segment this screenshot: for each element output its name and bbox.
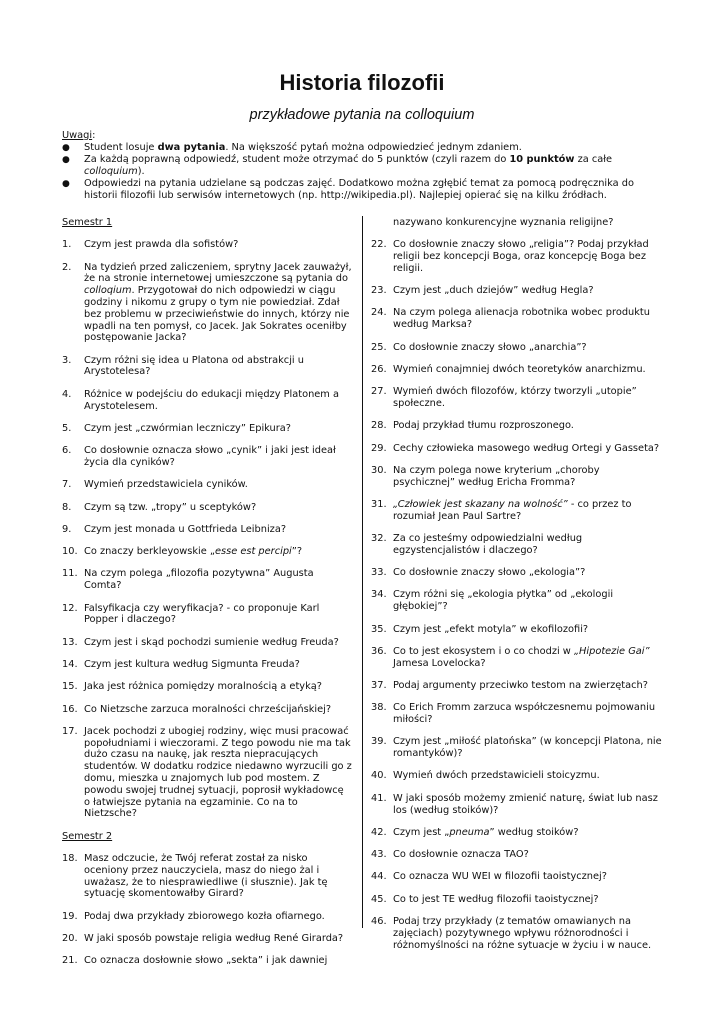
question-number: 27. [371,386,387,398]
question-text: . Przygotował do nich odpowiedzi w ciągu godziny i nikomu z grupy o tym nie powiedział. Zdał bez problemu w przeciwieństwie do innych, którzy nie wpadli na ten pomysł, co Jacek. Jak Sokrates oceniłby postępowanie Jacka? [84,285,350,344]
question-item [371,680,663,692]
question-item [371,364,663,376]
question-text: Na tydzień przed zaliczeniem, sprytny Jacek zauważył, że na stronie internetowej umieszczone są pytania do [84,261,352,285]
question-number: 45. [371,893,387,905]
question-text: Czym jest „miłość platońska” (w koncepcji Platona, nie romantyków)? [393,736,662,760]
question-number: 37. [371,679,387,691]
question-item [371,793,663,817]
question-number: 18. [62,852,78,864]
question-number: 36. [371,645,387,657]
question-item [62,704,352,716]
note-text: ). [137,166,145,177]
question-text: Cechy człowieka masowego według Ortegi y Gasseta? [393,442,660,454]
question-text: Co to jest TE według filozofii taoistycznej? [393,893,599,905]
question-text: W jaki sposób możemy zmienić naturę, świat lub nasz los (według stoików)? [393,792,658,816]
question-text: Co znaczy berkleyowskie „ [84,546,215,558]
question-number: 14. [62,658,78,670]
question-number: 2. [62,261,72,273]
question-text: Czym jest „efekt motyla” w ekofilozofii? [393,623,589,635]
bullet-icon: ● [62,179,70,189]
question-text: Czym różni się „ekologia płytka” od „ekologii głębokiej”? [393,589,614,613]
question-text: Czym jest monada u Gottfrieda Leibniza? [84,523,287,535]
question-item [62,681,352,693]
question-number: 7. [62,479,72,491]
question-text: Podaj dwa przykłady zbiorowego kozła ofiarnego. [84,910,325,922]
question-item [371,443,663,455]
question-text: Podaj przykład tłumu rozproszonego. [393,420,574,432]
question-continuation: nazywano konkurencyjne wyznania religijne? [393,217,614,228]
question-item [62,726,352,820]
question-number: 40. [371,770,387,782]
question-item [371,465,663,489]
question-item [62,546,352,558]
document-title: Historia filozofii [279,70,445,95]
question-number: 25. [371,341,387,353]
question-number: 28. [371,420,387,432]
question-number: 8. [62,501,72,513]
note-text: za całe [574,154,613,165]
question-item [62,524,352,536]
question-text: Co dosłownie oznacza słowo „cynik” i jaki jest ideał życia dla cyników? [84,445,336,468]
question-text: Na czym polega nowe kryterium „choroby psychicznej” według Ericha Fromma? [393,464,600,488]
question-number: 29. [371,442,387,454]
question-number: 39. [371,736,387,748]
question-text: Co oznacza WU WEI w filozofii taoistycznej? [393,871,607,883]
left-column [62,217,352,978]
question-number: 33. [371,567,387,579]
question-item [371,567,663,579]
question-text: Czym jest prawda dla sofistów? [84,239,239,251]
question-text: ” według stoików? [489,826,579,838]
question-item [62,389,352,413]
question-item [62,355,352,379]
question-item [371,827,663,839]
question-text: Za co jesteśmy odpowiedzialni według egzystencjalistów i dlaczego? [393,533,583,556]
question-number: 23. [371,285,387,297]
question-item [62,445,352,469]
question-item [371,589,663,613]
question-number: 10. [62,546,78,558]
question-text: Jacek pochodzi z ubogiej rodziny, więc musi pracować popołudniami i wieczorami. Z tego powodu nie ma tak dużo czasu na naukę, jak reszta niepracujących studentów. W dodatku rodzice niedawno wyrzucili go z domu, mieszka u znajomych lub pod mostem. Z powodu swojej trudnej sytuacji, poprosił wykładowcę o łatwiejsze pytania na egzaminie. Co na to Nietzsche? [84,725,352,820]
question-text: Czym jest „duch dziejów” według Hegla? [393,285,594,297]
question-text: Czym jest „czwórmian leczniczy” Epikura? [84,422,291,434]
note-bold: 10 punktów [509,154,575,165]
question-number: 38. [371,702,387,714]
question-text: Jaka jest różnica pomiędzy moralnością a etyką? [84,681,322,693]
question-item [371,894,663,906]
question-italic: „Człowiek jest skazany na wolność” [393,498,568,510]
question-item [371,646,663,670]
question-text: ”? [291,546,303,558]
notes-section [62,130,662,202]
question-number: 24. [371,307,387,319]
question-item [62,262,352,345]
question-text: Co dosłownie znaczy słowo „ekologia”? [393,567,586,579]
question-item [371,702,663,726]
column-divider [362,216,363,928]
question-item [62,911,352,923]
question-text: Co oznacza dosłownie słowo „sekta” i jak dawniej [84,955,328,967]
question-italic: colloqium [84,285,132,297]
semester-2-heading: Semestr 2 [62,830,113,842]
question-text: Czym jest „ [393,826,450,838]
question-item [62,933,352,945]
right-column [371,217,663,962]
question-text: Wymień dwóch filozofów, którzy tworzyli „utopie” społeczne. [393,386,637,409]
question-number: 34. [371,589,387,601]
question-item [62,568,352,592]
note-bold: dwa pytania [157,142,226,153]
question-text: Podaj trzy przykłady (z tematów omawianych na zajęciach) pozytywnego wpływu różnorodności i różnomyślności na różne sytuacje w życiu i w nauce. [393,915,652,951]
question-text: - co przez to rozumiał Jean Paul Sartre? [393,498,632,522]
question-item [62,603,352,627]
question-number: 41. [371,792,387,804]
question-item [371,849,663,861]
question-text: Wymień conajmniej dwóch teoretyków anarchizmu. [393,363,646,375]
question-number: 13. [62,636,78,648]
question-text: Na czym polega alienacja robotnika wobec produktu według Marksa? [393,307,650,331]
question-item [371,770,663,782]
question-number: 42. [371,826,387,838]
question-number: 26. [371,363,387,375]
question-number: 19. [62,910,78,922]
bullet-icon: ● [62,155,70,165]
question-number: 9. [62,523,72,535]
note-item [62,178,662,202]
question-item [371,871,663,883]
note-item [62,142,662,154]
question-number: 46. [371,915,387,927]
question-text: Co dosłownie znaczy słowo „religia”? Podaj przykład religii bez koncepcji Boga, oraz koncepcję Boga bez religii. [393,239,649,274]
note-text: Student losuje [84,142,158,153]
question-number: 20. [62,932,78,944]
question-item [371,624,663,636]
question-italic: pneuma [449,826,490,838]
question-number: 16. [62,703,78,715]
notes-header [62,130,662,142]
question-text: Różnice w podejściu do edukacji między Platonem a Arystotelesem. [84,388,339,412]
question-number: 31. [371,498,387,510]
notes-label-colon: : [92,130,96,141]
note-italic: colloquium [84,166,138,177]
question-item [62,637,352,649]
question-number: 43. [371,849,387,861]
question-number: 44. [371,871,387,883]
document-subtitle: przykładowe pytania na colloquium [249,107,475,123]
question-item [371,342,663,354]
question-number: 15. [62,681,78,693]
question-number: 21. [62,955,78,967]
question-text: Jamesa Lovelocka? [393,657,486,669]
question-item [62,659,352,671]
bullet-icon: ● [62,143,70,153]
question-text: Masz odczucie, że Twój referat został za nisko oceniony przez nauczyciela, masz do niego żal i uważasz, że to niesprawiedliwe (i słusznie). Jak tę sytuację skomentowałby Girard? [84,852,328,900]
question-number: 5. [62,422,72,434]
question-item [62,955,352,967]
question-item [62,423,352,435]
question-italic: esse est percipi [214,546,292,558]
question-item [371,736,663,760]
question-text: Czym są tzw. „tropy” u sceptyków? [84,501,257,513]
question-number: 32. [371,533,387,545]
note-text: Odpowiedzi na pytania udzielane są podczas zajęć. Dodatkowo można zgłębić temat za pomocą podręcznika do historii filozofii lub serwisów internetowych (np. http://wikipedia.pl). Najlepiej opierać się na kilku źródłach. [84,178,634,201]
question-text: Co dosłownie oznacza TAO? [393,849,529,861]
question-text: W jaki sposób powstaje religia według René Girarda? [84,932,344,944]
question-text: Czym różni się idea u Platona od abstrakcji u Arystotelesa? [84,354,304,378]
question-text: Co Nietzsche zarzuca moralności chrześcijańskiej? [84,703,332,715]
question-text: Czym jest kultura według Sigmunta Freuda? [84,658,300,670]
question-number: 22. [371,239,387,251]
question-item [371,386,663,410]
notes-label: Uwagi [62,130,93,141]
question-item [371,307,663,331]
question-item [371,285,663,297]
question-number: 6. [62,445,72,457]
question-item [371,499,663,523]
question-item [371,916,663,951]
question-item [62,239,352,251]
question-number: 17. [62,725,78,737]
question-text: Wymień przedstawiciela cyników. [84,479,248,491]
semester-1-heading: Semestr 1 [62,217,113,228]
question-item [62,479,352,491]
question-text: Falsyfikacja czy weryfikacja? - co proponuje Karl Popper i dlaczego? [84,602,320,626]
question-text: Czym jest i skąd pochodzi sumienie według Freuda? [84,636,339,648]
question-text: Wymień dwóch przedstawicieli stoicyzmu. [393,770,600,782]
note-item [62,154,662,178]
question-text: Co to jest ekosystem i o co chodzi w [393,645,574,657]
note-text: Za każdą poprawną odpowiedź, student może otrzymać do 5 punktów (czyli razem do [84,154,510,165]
question-number: 1. [62,239,72,251]
question-number: 30. [371,464,387,476]
question-item [62,502,352,514]
question-italic: „Hipotezie Gai” [573,645,650,657]
question-item [371,533,663,557]
question-text: Na czym polega „filozofia pozytywna” Augusta Comta? [84,568,314,592]
question-number: 3. [62,354,72,366]
question-number: 4. [62,388,72,400]
question-text: Co dosłownie znaczy słowo „anarchia”? [393,341,587,353]
question-text: Podaj argumenty przeciwko testom na zwierzętach? [393,679,648,691]
note-text: . Na większość pytań można odpowiedzieć jednym zdaniem. [225,142,522,153]
question-number: 11. [62,568,78,580]
question-item [371,239,663,274]
question-number: 12. [62,602,78,614]
question-item [62,853,352,900]
question-text: Co Erich Fromm zarzuca współczesnemu pojmowaniu miłości? [393,702,656,726]
question-number: 35. [371,623,387,635]
question-item [371,420,663,432]
